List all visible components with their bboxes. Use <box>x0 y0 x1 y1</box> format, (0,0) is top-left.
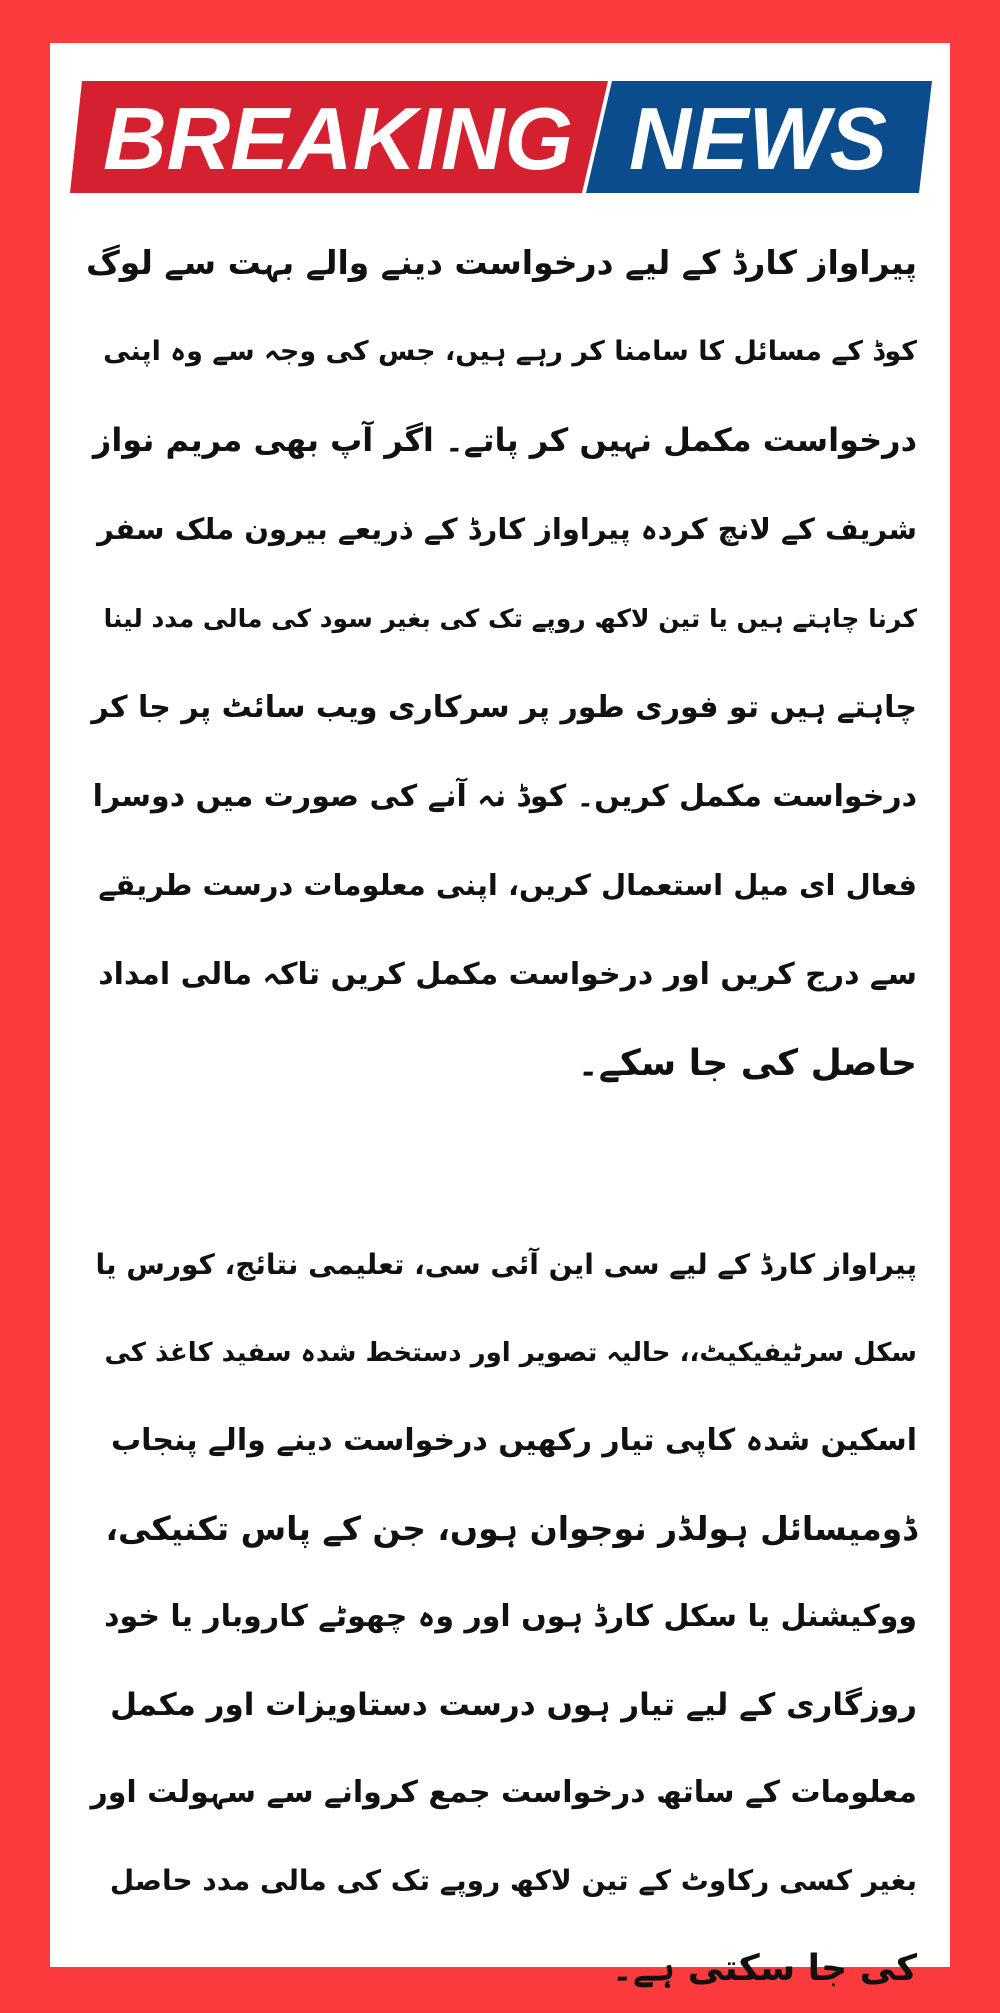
paragraph-2-line: معلومات کے ساتھ درخواست جمع کروانے سے سہولت اور <box>90 1775 917 1810</box>
paragraph-1-line: کوڈ کے مسائل کا سامنا کر رہے ہیں، جس کی وجہ سے وہ اپنی <box>103 336 917 367</box>
paragraph-2-line: سکل سرٹیفیکیٹ،، حالیہ تصویر اور دستخط شدہ سفید کاغذ کی <box>104 1338 917 1368</box>
article-card <box>50 43 950 1989</box>
paragraph-2-line: ووکیشنل یا سکل کارڈ ہوں اور وہ چھوٹے کاروبار یا خود <box>104 1599 917 1634</box>
paragraph-2-line: بغیر کسی رکاوٹ کے تین لاکھ روپے تک کی مالی مدد حاصل <box>109 1864 917 1897</box>
article-body <box>85 218 917 2013</box>
paragraph-1-line: درخواست مکمل نہیں کر پاتے۔ اگر آپ بھی مریم نواز <box>92 421 917 459</box>
paragraph-2-line: ڈومیسائل ہولڈر نوجوان ہوں، جن کے پاس تکنیکی، <box>105 1509 917 1548</box>
paragraph-1-line: درخواست مکمل کریں۔ کوڈ نہ آنے کی صورت میں دوسرا <box>92 779 917 814</box>
paragraph-2-line: کی جا سکتی ہے۔ <box>611 1948 917 1989</box>
paragraph-1-line: کرنا چاہتے ہیں یا تین لاکھ روپے تک کی بغیر سود کی مالی مدد لینا <box>103 604 917 633</box>
paragraph-2-line: پیراواز کارڈ کے لیے سی این آئی سی، تعلیمی نتائج، کورس یا <box>95 1248 917 1281</box>
breaking-news-banner-graphic <box>70 81 932 193</box>
paragraph-1-line: چاہتے ہیں تو فوری طور پر سرکاری ویب سائٹ پر جا کر <box>91 690 917 725</box>
article-paragraph-2 <box>85 1221 917 2013</box>
paragraph-2-line: روزگاری کے لیے تیار ہوں درست دستاویزات اور مکمل <box>110 1687 917 1723</box>
banner-word-breaking: BREAKING <box>103 89 573 188</box>
paragraph-1-line: پیراواز کارڈ کے لیے درخواست دینے والے بہت سے لوگ <box>85 243 917 282</box>
breaking-news-banner <box>70 81 932 193</box>
paragraph-1-line: فعال ای میل استعمال کریں، اپنی معلومات درست طریقے <box>98 868 917 902</box>
paragraph-1-line: شریف کے لانچ کردہ پیراواز کارڈ کے ذریعے بیرون ملک سفر <box>97 512 917 546</box>
paragraph-1-line: حاصل کی جا سکے۔ <box>577 1043 917 1084</box>
paragraph-2-line: اسکین شدہ کاپی تیار رکھیں درخواست دینے والے پنجاب <box>110 1423 917 1458</box>
article-paragraph-1 <box>85 218 917 1108</box>
banner-word-news: NEWS <box>629 89 887 188</box>
paragraph-1-line: سے درج کریں اور درخواست مکمل کریں تاکہ مالی امداد <box>98 957 917 992</box>
